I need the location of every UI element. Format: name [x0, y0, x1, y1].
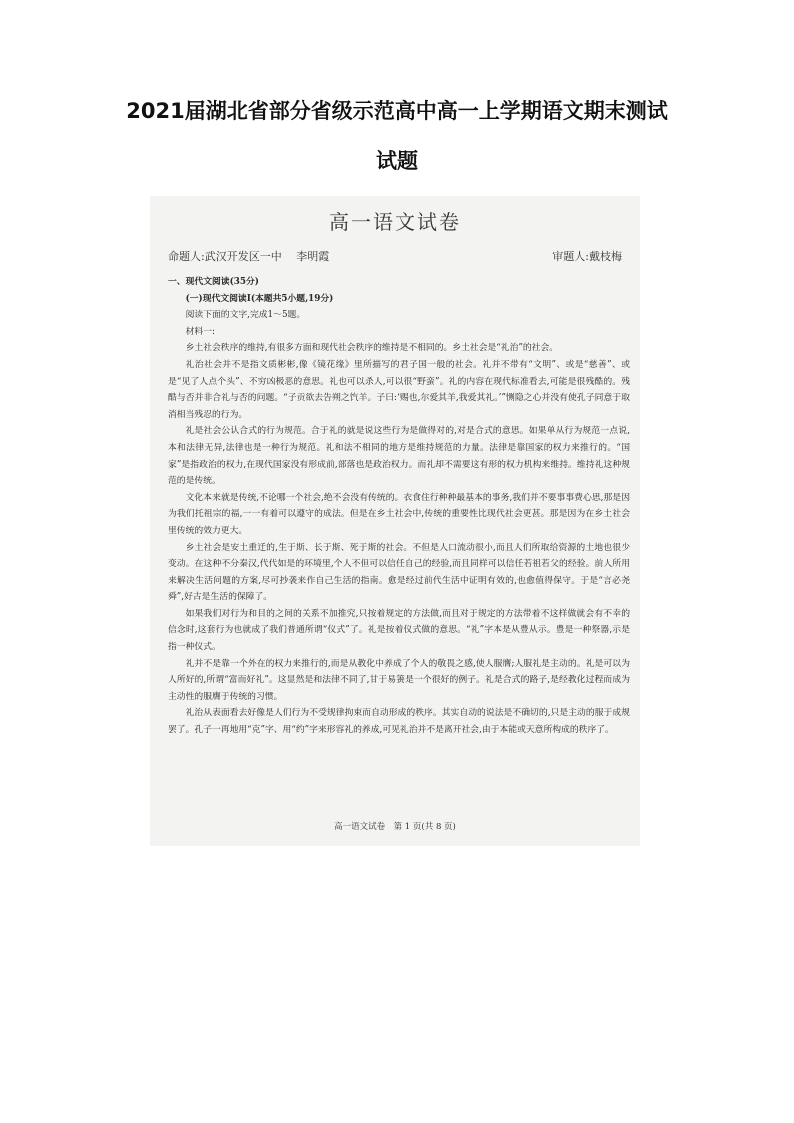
exam-title: 高一语文试卷	[329, 210, 461, 234]
paragraph: 礼治从表面看去好像是人们行为不受规律拘束而自动形成的秩序。其实自动的说法是不确切的,只是主动的服于成规罢了。孔子一再地用“克”字、用“约”字来形容礼的养成,可见礼治并不是离开社会,由于本能或天意所构成的秩序了。	[168, 708, 630, 736]
paragraph: 乡土社会秩序的维持,有很多方面和现代社会秩序的维持是不相同的。乡土社会是“礼治”的社会。	[185, 343, 559, 354]
page-footer: 高一语文试卷 第 1 页(共 8 页)	[334, 822, 456, 832]
paragraph: 礼是社会公认合式的行为规范。合于礼的就是说这些行为是做得对的,对是合式的意思。如果单从行为规范一点说,本和法律无异,法律也是一种行为规范。礼和法不相同的地方是维持规范的力量。法律是靠国家的权力来推行的。“国家”是指政治的权力,在现代国家没有形成前,部落也是政治权力。而礼却不需要这有形的权力机构来维持。维持礼这种规范的是传统。	[168, 426, 630, 487]
paragraph: 如果我们对行为和目的之间的关系不加推究,只按着规定的方法做,而且对于规定的方法带着不这样做就会有不幸的信念时,这套行为也就成了我们普通所谓“仪式”了。礼是按着仪式做的意思。“礼”字本是从豊从示。豊是一种祭器,示是指一种仪式。	[168, 608, 630, 653]
exam-body	[168, 274, 630, 739]
paragraph: 乡土社会是安土重迁的,生于斯、长于斯、死于斯的社会。不但是人口流动很小,而且人们所取给资源的土地也很少变动。在这种不分秦汉,代代如是的环境里,个人不但可以信任自己的经验,而且同样可以信任若祖若父的经验。前人所用来解决生活问题的方案,尽可抄袭来作自己生活的指南。愈是经过前代生活中证明有效的,也愈值得保守。于是“言必尧舜”,好古是生活的保障了。	[168, 542, 630, 603]
document-title-continued: 试题	[376, 149, 418, 173]
paragraph: 礼并不是靠一个外在的权力来推行的,而是从教化中养成了个人的敬畏之感,使人服膺;人服礼是主动的。礼是可以为人所好的,所谓“富而好礼”。这显然是和法律不同了,甘于易箦是一个很好的例子。礼是合式的路子,是经教化过程而成为主动性的服膺于传统的习惯。	[168, 658, 630, 702]
material-label: 材料一:	[185, 326, 215, 337]
paragraph: 礼治社会并不是指文质彬彬,像《镜花缘》里所描写的君子国一般的社会。礼并不带有“文明”、或是“慈善”、或是“见了人点个头”、不穷凶极恶的意思。礼也可以杀人,可以很“野蛮”。礼的内容在现代标准看去,可能是很残酷的。残酷与否并非合礼与否的问题。“子贡欲去告朔之饩羊。子曰:‘赐也,尔爱其羊,我爱其礼。’”恻隐之心并没有使孔子同意于取消相当残忍的行为。	[168, 359, 630, 420]
document-title: 2021届湖北省部分省级示范高中高一上学期语文期末测试	[126, 99, 668, 123]
subsection-heading: (一)现代文阅读Ⅰ(本题共5小题,19分)	[185, 293, 334, 304]
section-heading: 一、现代文阅读(35分)	[168, 277, 259, 287]
reviewer-line: 审题人:戴枝梅	[552, 250, 622, 263]
paragraph: 文化本来就是传统,不论哪一个社会,绝不会没有传统的。衣食住行种种最基本的事务,我们并不要事事费心思,那是因为我们托祖宗的福,一一有着可以遵守的成法。但是在乡土社会中,传统的重要性比现代社会更甚。那是因为在乡土社会里传统的效力更大。	[168, 492, 630, 536]
author-line: 命题人:武汉开发区一中 李明霞	[168, 250, 330, 263]
instruction: 阅读下面的文字,完成1～5题。	[185, 310, 306, 321]
scanned-exam-page	[150, 196, 640, 846]
